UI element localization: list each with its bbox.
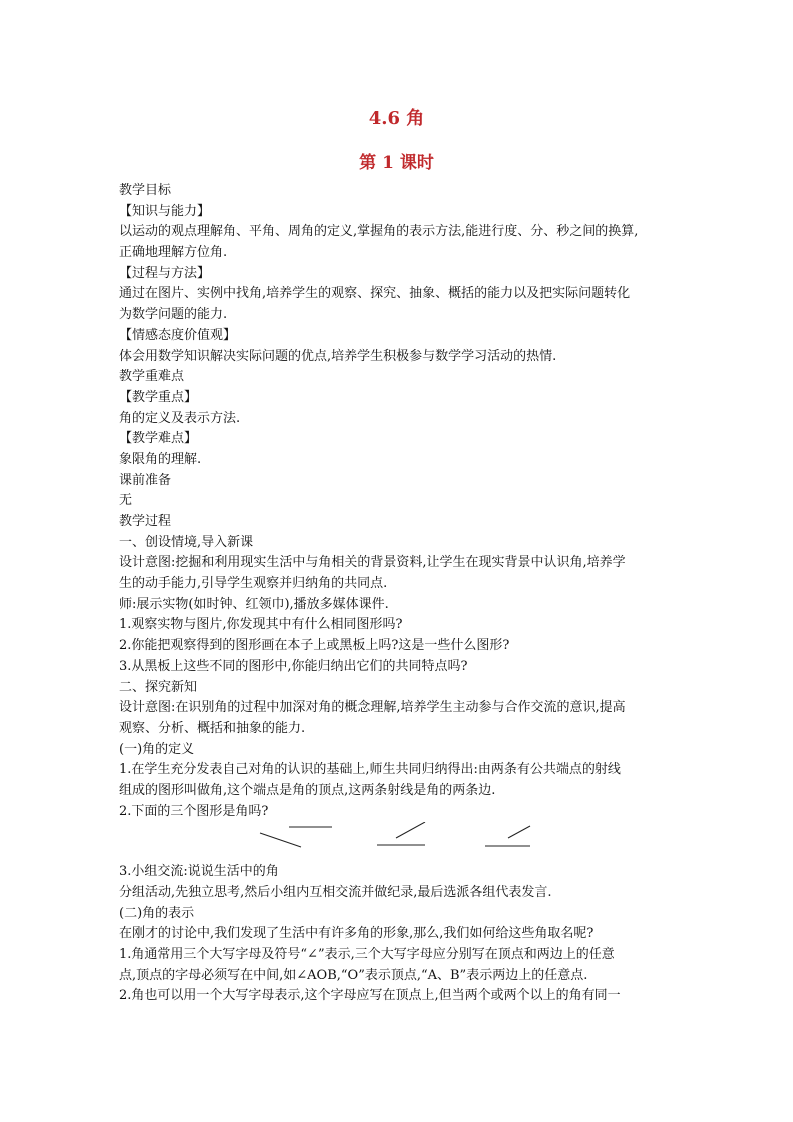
text-line: 一、创设情境,导入新课 <box>119 534 254 550</box>
text-line: 象限角的理解. <box>119 451 202 467</box>
figure-3-angle <box>485 826 530 846</box>
text-line: 【教学重点】 <box>119 389 198 405</box>
text-line: 【知识与能力】 <box>119 203 211 219</box>
text-line: 2.下面的三个图形是角吗? <box>119 803 269 819</box>
figure-1-disjoint-rays <box>260 827 332 847</box>
text-line: 3.从黑板上这些不同的图形中,你能归纳出它们的共同特点吗? <box>119 658 468 674</box>
document-body <box>119 181 679 1007</box>
text-line: 角的定义及表示方法. <box>119 410 241 426</box>
figure-2-angle <box>377 822 425 845</box>
text-line: 1.在学生充分发表自己对角的认识的基础上,师生共同归纳得出:由两条有公共端点的射线 <box>119 762 621 778</box>
text-block-before-figures <box>119 181 679 822</box>
text-line: 分组活动,先独立思考,然后小组内互相交流并做纪录,最后选派各组代表发言. <box>119 885 552 900</box>
text-line: 通过在图片、实例中找角,培养学生的观察、探究、抽象、概括的能力以及把实际问题转化 <box>119 286 631 302</box>
text-line: 教学过程 <box>119 514 172 529</box>
lesson-subtitle: 第 1 课时 <box>359 153 434 173</box>
text-line: 1.角通常用三个大写字母及符号“∠”表示,三个大写字母应分别写在顶点和两边上的任意 <box>119 947 615 963</box>
text-line: 师:展示实物(如时钟、红领巾),播放多媒体课件. <box>119 596 389 612</box>
text-line: 观察、分析、概括和抽象的能力. <box>119 720 306 736</box>
text-line: 二、探究新知 <box>119 679 198 695</box>
text-line: 正确地理解方位角. <box>119 245 228 261</box>
text-line: 生的动手能力,引导学生观察并归纳角的共同点. <box>119 576 388 592</box>
text-line: 【情感态度价值观】 <box>119 327 237 343</box>
angle-figures <box>119 822 679 862</box>
text-line: 课前准备 <box>119 472 172 488</box>
text-line: 为数学问题的能力. <box>119 307 228 323</box>
text-line: 3.小组交流:说说生活中的角 <box>119 864 279 880</box>
text-line: 设计意图:挖掘和利用现实生活中与角相关的背景资料,让学生在现实背景中认识角,培养学 <box>119 555 626 571</box>
text-line: 组成的图形叫做角,这个端点是角的顶点,这两条射线是角的两条边. <box>119 782 496 798</box>
text-line: 2.你能把观察得到的图形画在本子上或黑板上吗?这是一些什么图形? <box>119 638 510 654</box>
text-line: 体会用数学知识解决实际问题的优点,培养学生积极参与数学学习活动的热情. <box>119 348 557 364</box>
text-line: 设计意图:在识别角的过程中加深对角的概念理解,培养学生主动参与合作交流的意识,提高 <box>119 700 626 716</box>
text-line: 以运动的观点理解角、平角、周角的定义,掌握角的表示方法,能进行度、分、秒之间的换算, <box>119 224 639 240</box>
text-line: 教学重难点 <box>119 369 185 385</box>
text-line: 2.角也可以用一个大写字母表示,这个字母应写在顶点上,但当两个或两个以上的角有同一 <box>119 988 621 1004</box>
text-line: 无 <box>119 493 133 509</box>
text-line: (二)角的表示 <box>119 905 195 921</box>
text-line: 1.观察实物与图片,你发现其中有什么相同图形吗? <box>119 617 403 633</box>
text-line: 【教学难点】 <box>119 431 198 447</box>
text-line: 【过程与方法】 <box>119 265 211 281</box>
text-block-after-figures <box>119 862 679 1007</box>
text-line: 在刚才的讨论中,我们发现了生活中有许多角的形象,那么,我们如何给这些角取名呢? <box>119 926 594 942</box>
text-line: (一)角的定义 <box>119 741 195 757</box>
text-line: 教学目标 <box>119 183 172 198</box>
lesson-title: 4.6 角 <box>368 108 425 129</box>
text-line: 点,顶点的字母必须写在中间,如∠AOB,“O”表示顶点,“A、B”表示两边上的任意点. <box>119 967 588 983</box>
